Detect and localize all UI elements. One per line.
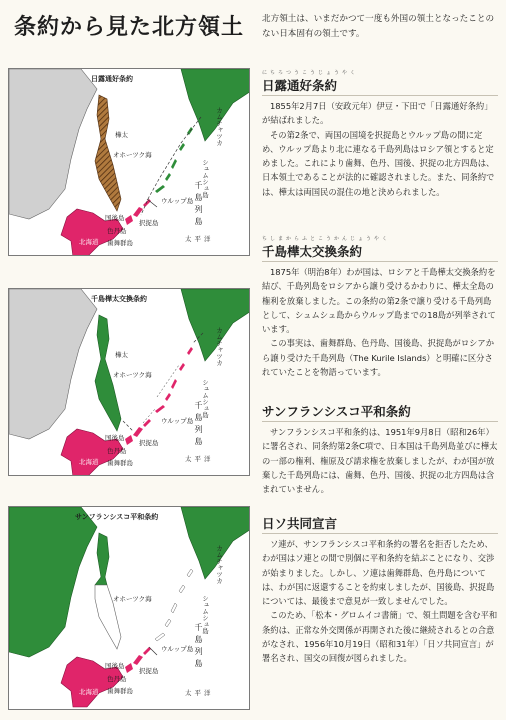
section-1855 [262, 70, 498, 199]
page-title: 条約から見た北方領土 [14, 15, 245, 40]
label-kunashiri: 国後島 [105, 434, 125, 442]
label-shumshu: シュムシュ島 [201, 379, 209, 418]
section-1956 [262, 514, 498, 666]
label-habomai: 歯舞群島 [107, 459, 133, 467]
section-1951 [262, 402, 498, 496]
label-okhotsk: オホーツク海 [113, 371, 152, 379]
map-3-graphic [9, 507, 250, 710]
section-1875-title: 千島樺太交換条約 [262, 242, 498, 262]
label-habomai: 歯舞群島 [107, 239, 133, 247]
section-1951-title: サンフランシスコ平和条約 [262, 402, 498, 422]
label-kamchatka: カムチャツカ [215, 327, 223, 366]
section-1855-ruby: にちろつうこうじょうやく [262, 70, 358, 76]
label-urup: ウルップ島 [161, 197, 194, 205]
mainland-shape [9, 69, 97, 219]
label-urup: ウルップ島 [161, 645, 194, 653]
label-shikotan: 色丹島 [107, 227, 127, 235]
label-shikotan: 色丹島 [107, 447, 127, 455]
section-1956-p1: ソ連が、サンフランシスコ平和条約の署名を拒否したため、わが国はソ連との間で別個に平和条約を結ぶことになり、交渉が始まりました。しかし、ソ連は歯舞群島、色丹島については、わが国に返還することを約束しましたが、国後島、択捉島については、最後まで意見が一致しませんでした。 [262, 539, 495, 607]
label-urup: ウルップ島 [161, 417, 194, 425]
mainland-shape [9, 289, 97, 439]
section-1951-p1: サンフランシスコ平和条約は、1951年9月8日（昭和26年）に署名され、同条約第2条C項で、日本国は千島列島並びに樺太の一部の権利、権原及び請求権を放棄しましたが、わが国が放棄した千島列島には、歯舞、色丹、国後、択捉の北方四島は含まれていません。 [262, 427, 498, 495]
sakhalin-north-shape [95, 533, 109, 585]
label-hokkaido: 北海道 [79, 458, 99, 466]
section-1875-p2: この事実は、歯舞群島、色丹島、国後島、択捉島がロシアから譲り受けた千島列島（The Kurile Islands）と明確に区分されていたことを物語っています。 [262, 338, 495, 378]
map-1-title: 日露通好条約 [91, 75, 133, 83]
section-1875-p1: 1875年（明治8年）わが国は、ロシアと千島樺太交換条約を結び、千島列島をロシアから譲り受けるかわりに、樺太全島の権利を放棄しました。この条約の第2条で譲り受ける千島列島として、シュムシュ島からウルップ島までの18島が列挙されています。 [262, 267, 496, 335]
label-etorofu: 択捉島 [139, 219, 159, 227]
label-okhotsk: オホーツク海 [113, 151, 152, 159]
label-shikotan: 色丹島 [107, 675, 127, 683]
label-kunashiri: 国後島 [105, 662, 125, 670]
label-habomai: 歯舞群島 [107, 687, 133, 695]
label-pacific: 太平洋 [185, 689, 214, 697]
label-kamchatka: カムチャツカ [215, 545, 223, 584]
label-shumshu: シュムシュ島 [201, 159, 209, 198]
label-karafuto: 樺太 [115, 351, 128, 359]
label-pacific: 太平洋 [185, 235, 214, 243]
label-chishima: 千島列島 [194, 181, 203, 229]
section-1855-title: 日露通好条約 [262, 76, 498, 96]
section-1855-p1: 1855年2月7日（安政元年）伊豆・下田で「日露通好条約」が結ばれました。 [262, 101, 493, 126]
boundary-line [149, 647, 157, 655]
map-treaty-1875 [8, 288, 250, 476]
map-treaty-1951 [8, 506, 250, 710]
label-etorofu: 択捉島 [139, 667, 159, 675]
label-karafuto: 樺太 [115, 131, 128, 139]
map-2-graphic [9, 289, 250, 476]
map-treaty-1855 [8, 68, 250, 256]
section-1875-ruby: ちしまからふとこうかんじょうやく [262, 236, 391, 242]
section-1875 [262, 236, 498, 379]
map-3-title: サンフランシスコ平和条約 [75, 513, 159, 521]
label-okhotsk: オホーツク海 [113, 595, 152, 603]
label-chishima: 千島列島 [194, 401, 203, 449]
section-1855-p2: その第2条で、両国の国境を択捉島とウルップ島の間に定め、ウルップ島より北に連なる千島列島はロシア領とすると定めました。これにより歯舞、色丹、国後、択捉の北方四島は、日本領土であることが法的に確認されました。また、同条約では、樺太は両国民の混住の地と決められました。 [262, 129, 495, 197]
mainland-shape [9, 507, 97, 657]
map-2-title: 千島樺太交換条約 [91, 295, 147, 303]
label-etorofu: 択捉島 [139, 439, 159, 447]
label-hokkaido: 北海道 [79, 238, 99, 246]
label-shumshu: シュムシュ島 [201, 595, 209, 634]
label-kunashiri: 国後島 [105, 214, 125, 222]
section-1956-p2: このため、「松本・グロムイコ書簡」で、領土問題を含む平和条約は、正常な外交関係が再開された後に継続されるとの合意がなされ、1956年10月19日（昭和31年）「日ソ共同宣言」が署名され、国交の回復が図られました。 [262, 610, 498, 664]
label-pacific: 太平洋 [185, 455, 214, 463]
label-chishima: 千島列島 [194, 623, 203, 671]
label-hokkaido: 北海道 [79, 688, 99, 696]
label-kamchatka: カムチャツカ [215, 107, 223, 146]
map-1-graphic [9, 69, 250, 256]
section-1956-title: 日ソ共同宣言 [262, 514, 498, 534]
intro-text: 北方領土は、いまだかつて一度も外国の領土となったことのない日本固有の領土です。 [262, 14, 495, 39]
